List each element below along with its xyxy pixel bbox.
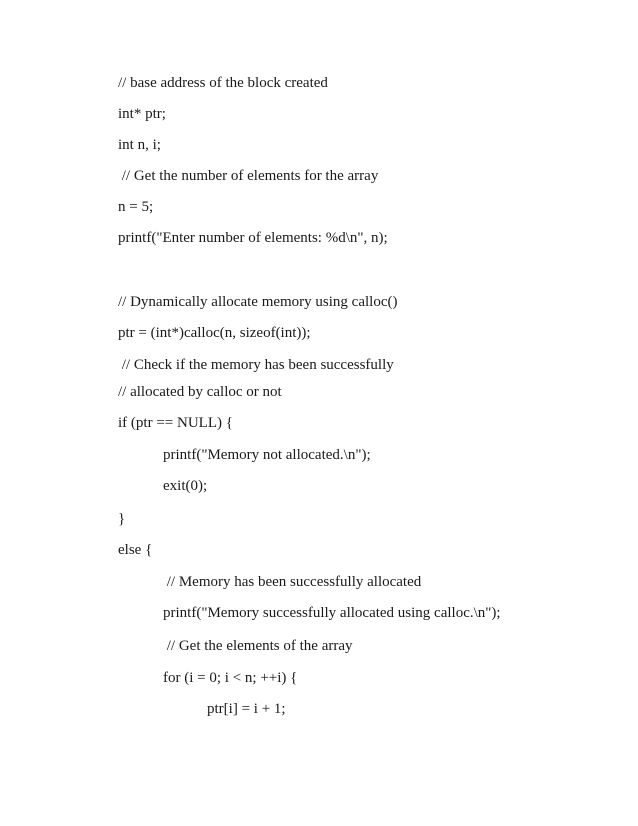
code-line: // Get the elements of the array	[163, 638, 353, 654]
code-line: if (ptr == NULL) {	[118, 415, 233, 431]
code-line: int* ptr;	[118, 106, 166, 122]
code-line: // Dynamically allocate memory using calloc()	[118, 294, 398, 310]
code-line: // Check if the memory has been successfully	[118, 357, 394, 373]
code-line: ptr[i] = i + 1;	[207, 701, 286, 717]
code-line: // allocated by calloc or not	[118, 384, 282, 400]
code-line: printf("Memory not allocated.\n");	[163, 447, 371, 463]
code-line: ptr = (int*)calloc(n, sizeof(int));	[118, 325, 311, 341]
code-line: for (i = 0; i < n; ++i) {	[163, 670, 298, 686]
code-line: }	[118, 511, 126, 527]
code-line: exit(0);	[163, 478, 208, 494]
code-line: n = 5;	[118, 199, 154, 215]
code-line: printf("Memory successfully allocated using calloc.\n");	[163, 605, 501, 621]
code-line: // Get the number of elements for the array	[118, 168, 379, 184]
code-line: printf("Enter number of elements: %d\n", n);	[118, 230, 388, 246]
code-line: // Memory has been successfully allocated	[163, 574, 422, 590]
code-line: else {	[118, 542, 153, 558]
code-line: // base address of the block created	[118, 75, 328, 91]
code-line: int n, i;	[118, 137, 161, 153]
